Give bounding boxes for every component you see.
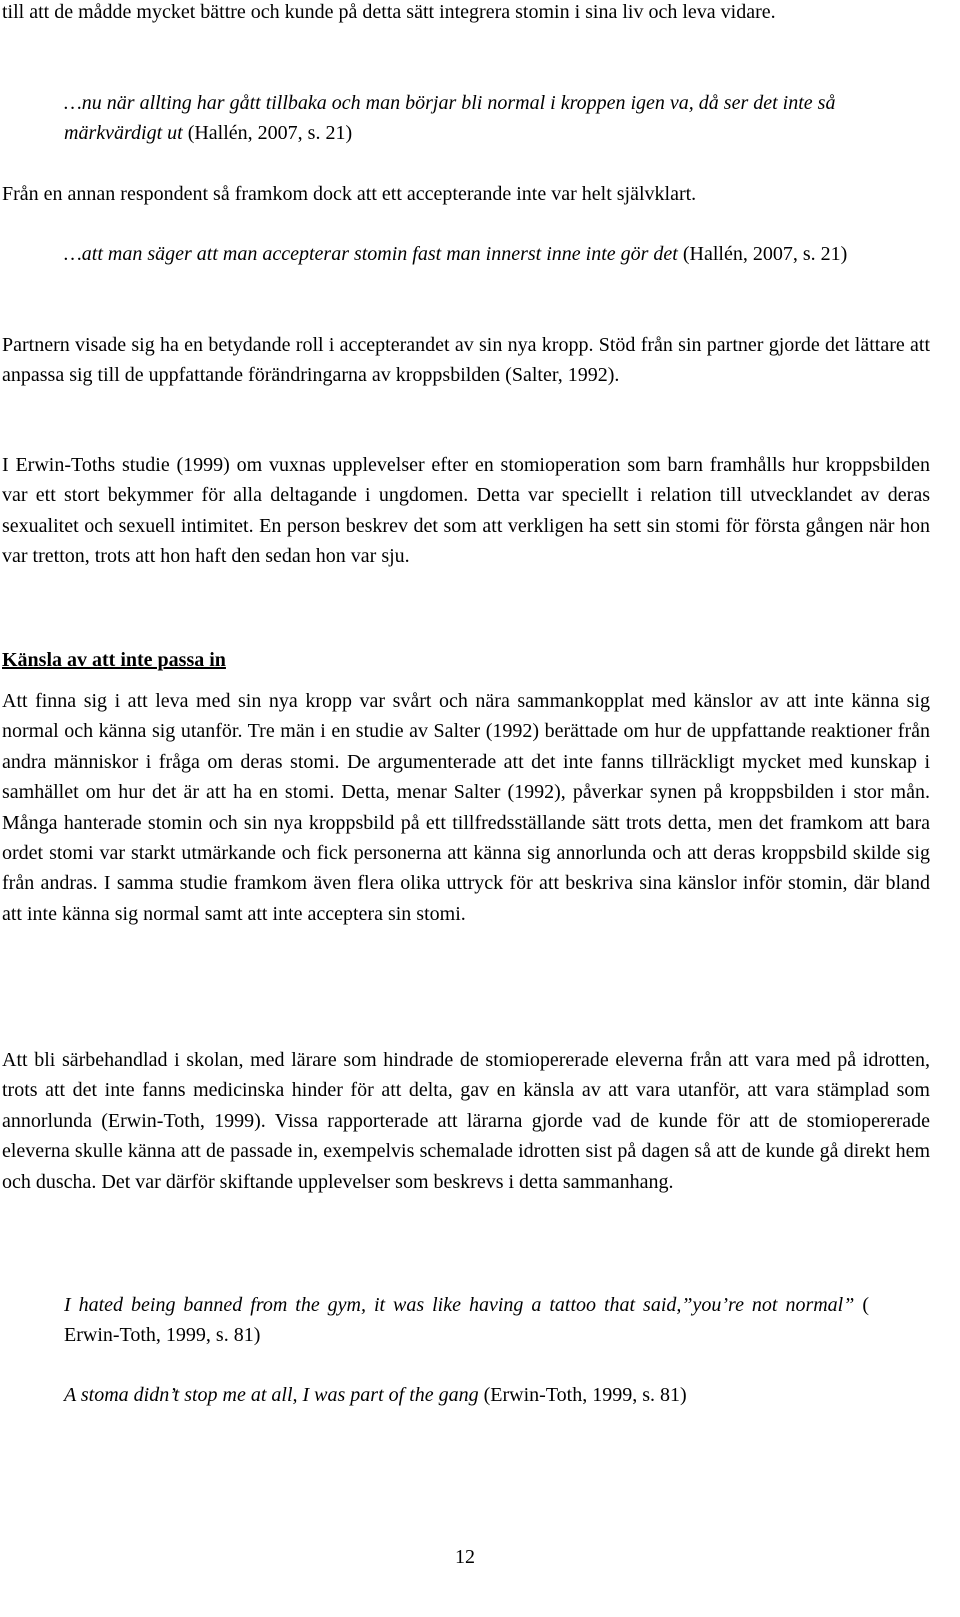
block-quote-erwin-toth-2 (64, 1380, 869, 1410)
page-number: 12 (455, 1546, 475, 1568)
block-quote-erwin-toth-1 (64, 1290, 869, 1351)
quote-text: …att man säger att man accepterar stomin fast man innerst inne inte gör det (64, 243, 678, 265)
block-quote-hallen-2 (64, 239, 879, 269)
block-quote-hallen-1 (64, 88, 884, 149)
quote-text: A stoma didn’t stop me at all, I was part of the gang (64, 1384, 479, 1406)
paragraph-continuation: till att de mådde mycket bättre och kunde på detta sätt integrera stomin i sina liv och leva vidare. (2, 1, 776, 23)
quote-citation: (Hallén, 2007, s. 21) (182, 122, 353, 145)
quote-citation: (Hallén, 2007, s. 21) (677, 243, 848, 265)
paragraph-kansla: Att finna sig i att leva med sin nya kropp var svårt och nära sammankopplat med känslor av att inte känna sig normal och känna sig utanför. Tre män i en studie av Salter (1992) berättade om hur de uppfattande reaktioner från andra människor i fråga om deras stomi. De argumenterade att det inte fanns tillräckligt mycket med kunskap i samhället om hur det är att ha en stomi. Detta, menar Salter (1992), påverkar synen på kroppsbilden i stor mån. Många hanterade stomin och sin nya kroppsbild på ett tillfredsställande sätt trots detta, men det framkom att bara ordet stomi var starkt utmärkande och fick personerna att känna sig annorlunda och att deras kroppsbild skilde sig från andras. I samma studie framkom även flera olika uttryck för att beskriva sina känslor inför stomin, där bland att inte känna sig normal samt att inte acceptera sin stomi. (2, 690, 930, 925)
section-heading: Känsla av att inte passa in (2, 649, 226, 671)
quote-text: I hated being banned from the gym, it was like having a tattoo that said,”you’re not normal” (64, 1294, 855, 1316)
quote-text: …nu när allting har gått tillbaka och man börjar bli normal i kroppen igen va, då ser det inte så märkvärdigt ut (64, 92, 836, 145)
paragraph-erwin-toth: I Erwin-Toths studie (1999) om vuxnas upplevelser efter en stomioperation som barn framhålls hur kroppsbilden var ett stort bekymmer för alla deltagande i ungdomen. Detta var speciellt i relation till utvecklandet av deras sexualitet och sexuell intimitet. En person beskrev det som att verkligen ha sett sin stomi för första gången när hon var tretton, trots att hon haft den sedan hon var sju. (2, 454, 930, 568)
paragraph-partner: Partnern visade sig ha en betydande roll i accepterandet av sin nya kropp. Stöd från sin partner gjorde det lättare att anpassa sig till de uppfattande förändringarna av kroppsbilden (Salter, 1992). (2, 334, 930, 387)
paragraph-skolan: Att bli särbehandlad i skolan, med lärare som hindrade de stomiopererade eleverna från att vara med på idrotten, trots att det inte fanns medicinska hinder för att delta, gav en känsla av att vara utanför, att vara stämplad som annorlunda (Erwin-Toth, 1999). Vissa rapporterade att lärarna gjorde vad de kunde för att de stomiopererade eleverna skulle känna att de passade in, exempelvis schemalade idrotten sist på dagen så att de kunde gå direkt hem och duscha. Det var därför skiftande upplevelser som beskrevs i detta sammanhang. (2, 1049, 930, 1193)
quote-citation: ( Erwin-Toth, 1999, s. 81) (64, 1294, 869, 1347)
quote-citation: (Erwin-Toth, 1999, s. 81) (478, 1384, 687, 1406)
paragraph-respondent: Från en annan respondent så framkom dock att ett accepterande inte var helt självklart. (2, 183, 697, 205)
